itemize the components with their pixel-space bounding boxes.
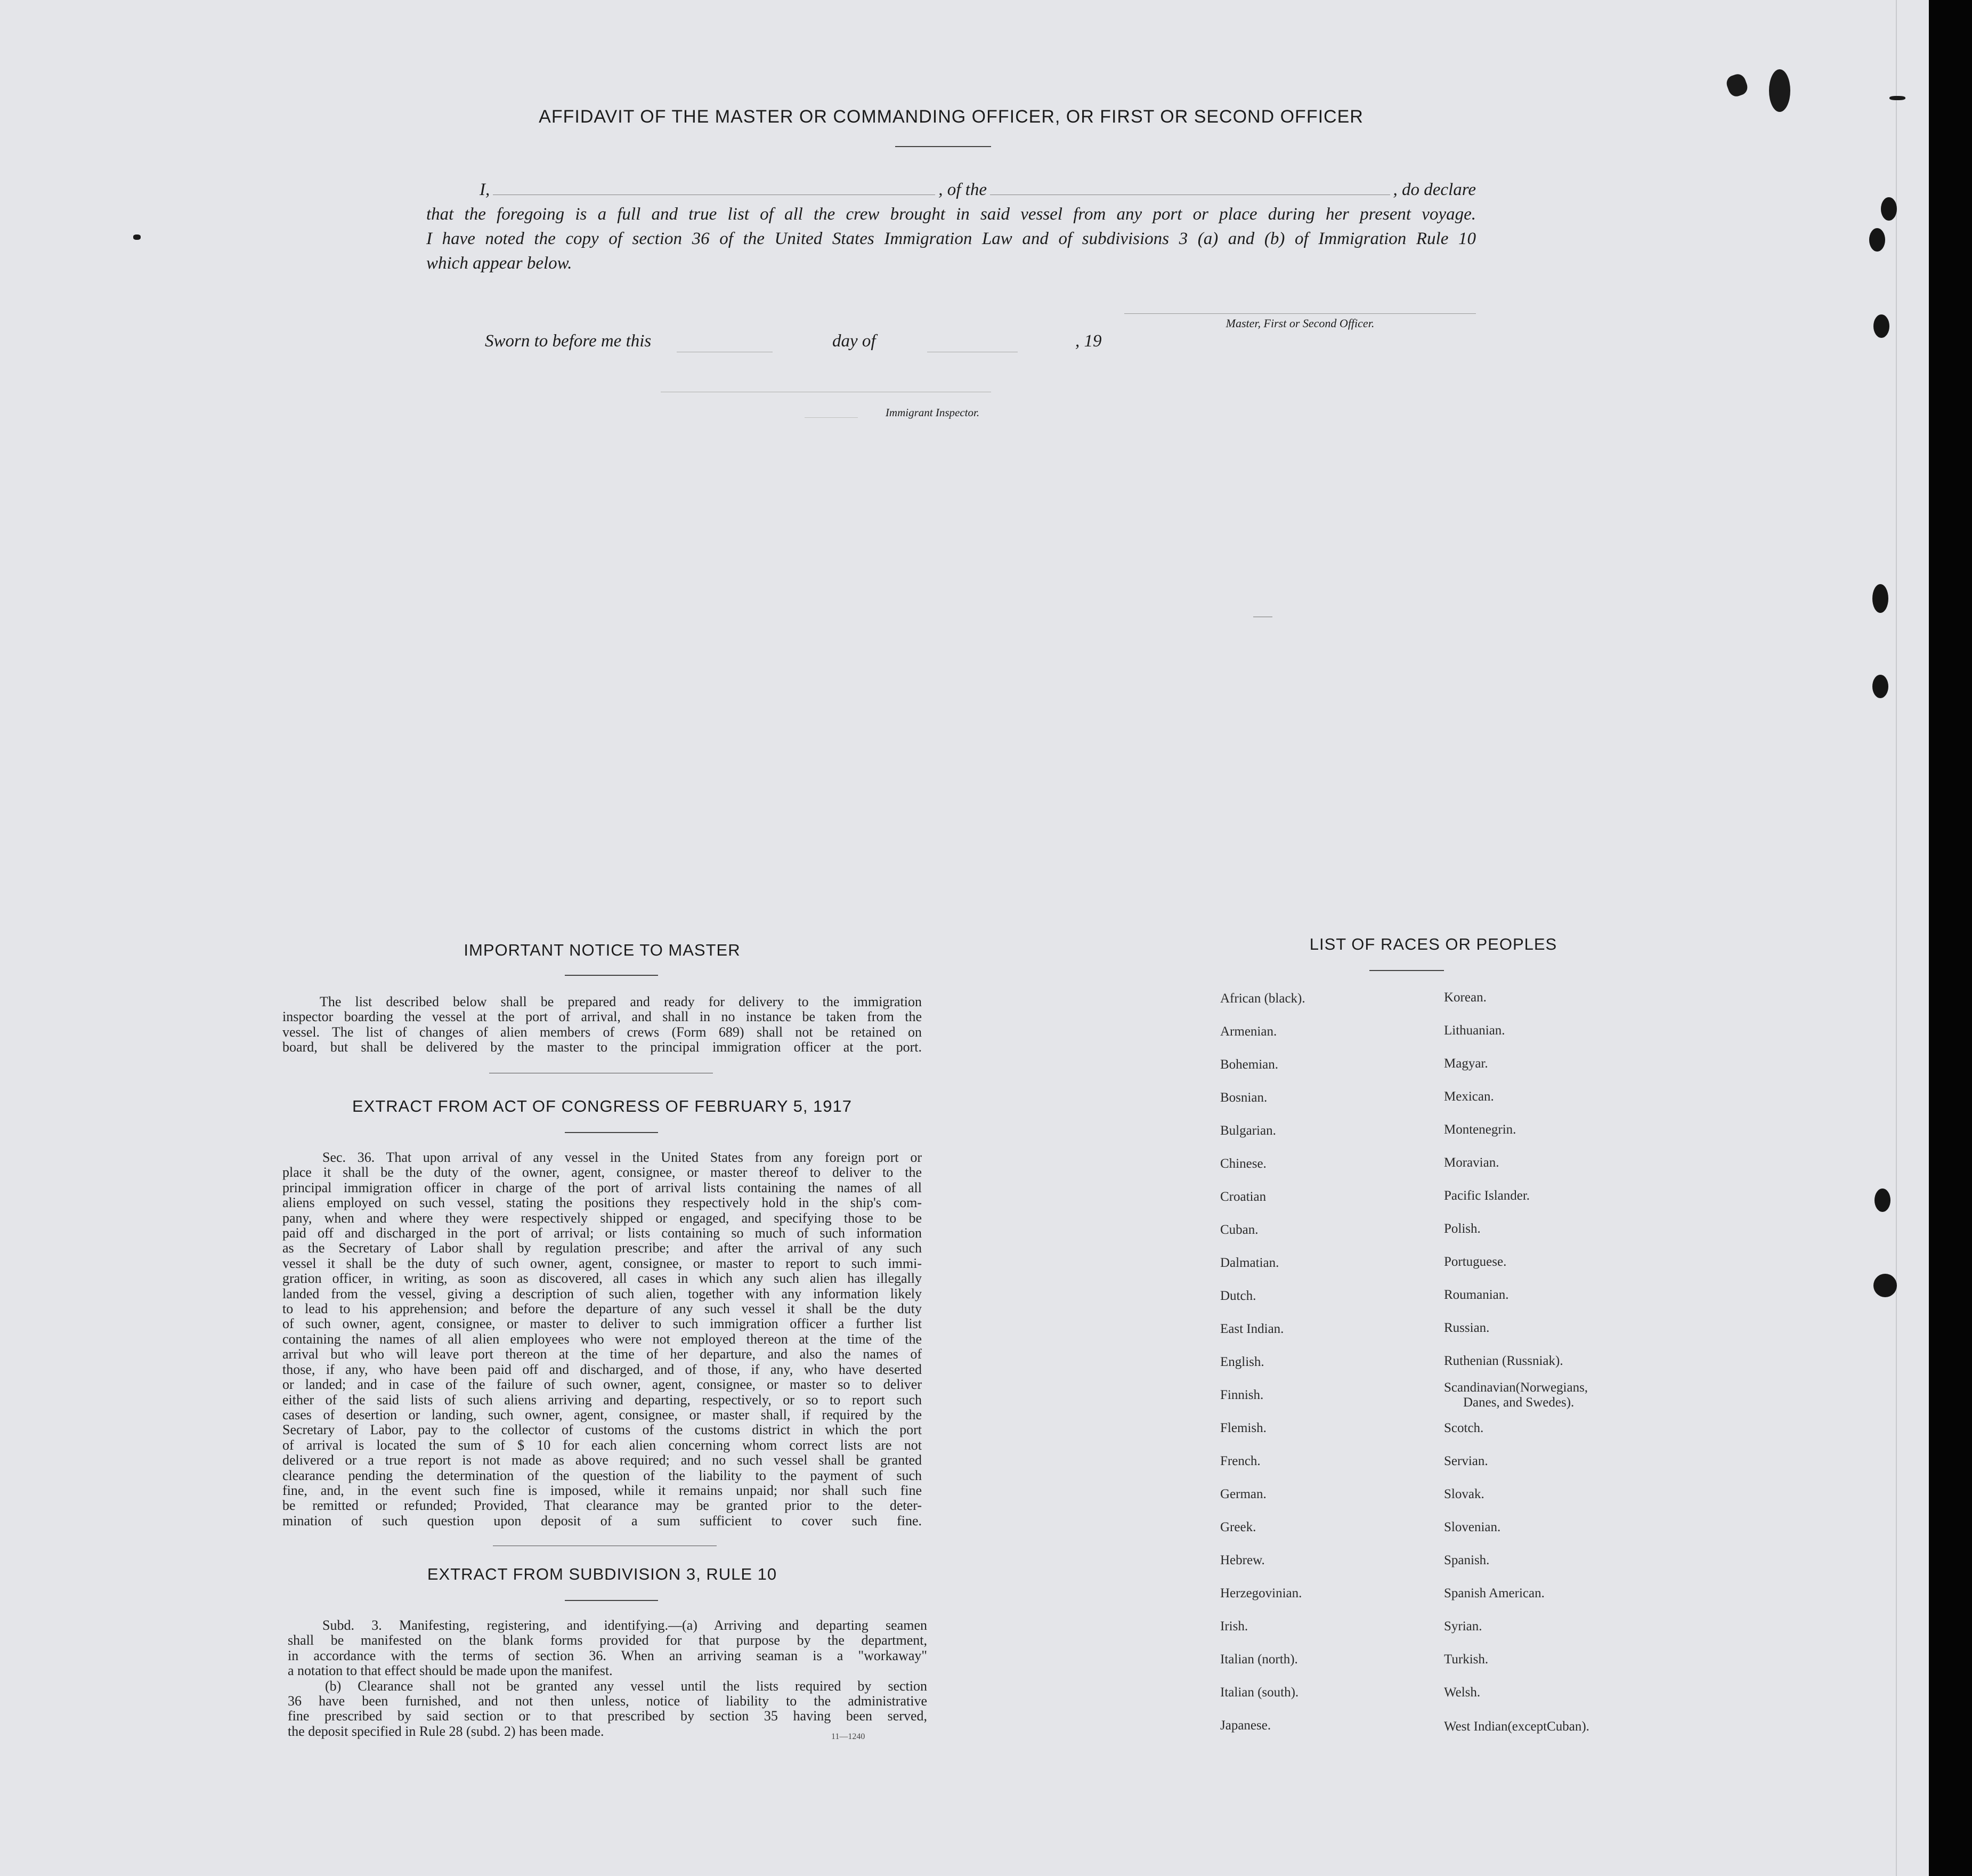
of-the-label: , of the [938,180,987,199]
declaration-line-2: that the foregoing is a full and true list of all the crew brought in said vessel from any port or place during her present voyage. [426,205,1476,224]
act-line: landed from the vessel, giving a description of such alien, together with any information likely [282,1285,922,1301]
notice-line: inspector boarding the vessel at the port of arrival, and shall in no instance be taken from the [282,1009,922,1025]
act-line: as the Secretary of Labor shall by regulation prescribe; and after the arrival of any such [282,1240,922,1256]
rule-line: the deposit specified in Rule 28 (subd. 2) has been made. [288,1723,604,1739]
rule-line: (b) Clearance shall not be granted any vessel until the lists required by section [325,1678,927,1694]
race-item: Polish. [1444,1222,1481,1236]
act-line: those, if any, who have been paid off and discharged, and of those, if any, who have deserted [282,1361,922,1377]
inspector-caption: Immigrant Inspector. [885,406,980,419]
inspector-signature-line-2 [805,417,858,418]
scan-mark [1724,72,1750,99]
race-item: Croatian [1220,1190,1267,1204]
notice-line: board, but shall be delivered by the master to the principal immigration officer at the port. [282,1039,922,1055]
act-line: of such owner, agent, consignee, or master to deliver to such immigration officer a further list [282,1316,922,1332]
race-item: German. [1220,1487,1267,1501]
race-item: Armenian. [1220,1024,1277,1039]
races-right-column [1444,990,1668,1752]
binding-hole [1873,1274,1897,1297]
race-item: English. [1220,1355,1264,1369]
race-item: Montenegrin. [1444,1122,1516,1137]
race-item: African (black). [1220,991,1305,1006]
race-item: Mexican. [1444,1089,1494,1104]
race-item: Finnish. [1220,1388,1264,1402]
act-line: either of the said lists of such aliens arriving and departing, respectively, or so to report such [282,1392,922,1408]
act-line: paid off and discharged in the port of arrival; or lists containing so much of such information [282,1225,922,1241]
race-item: Spanish American. [1444,1586,1545,1600]
race-item: Italian (north). [1220,1652,1298,1667]
notice-title-rule [565,975,658,976]
act-line: delivered or a true report is not made as above required; and no such vessel shall be granted [282,1452,922,1468]
race-item: Cuban. [1220,1223,1259,1237]
act-line: pany, when and where they were respectively shipped or engaged, and specifying those to be [282,1210,922,1226]
act-line: arrival but who will leave port thereon at the time of her departure, and also the names of [282,1346,922,1362]
race-item: Turkish. [1444,1652,1489,1667]
rule-line: shall be manifested on the blank forms provided for that purpose by the department, [288,1632,927,1648]
race-item: Portuguese. [1444,1255,1507,1269]
rule-extract-title: EXTRACT FROM SUBDIVISION 3, RULE 10 [427,1565,777,1583]
race-item: West Indian(exceptCuban). [1444,1719,1589,1734]
race-item: Flemish. [1220,1421,1267,1435]
rule-line: fine prescribed by said section or to that prescribed by section 35 having been served, [288,1708,927,1724]
sworn-label: Sworn to before me this [485,331,652,351]
notice-line: vessel. The list of changes of alien members of crews (Form 689) shall not be retained on [282,1024,922,1040]
rule-line: a notation to that effect should be made upon the manifest. [288,1663,613,1679]
act-line: fine, and, in the event such fine is imposed, while it remains unpaid; nor shall such fine [282,1482,922,1498]
act-line: clearance pending the determination of the question of the liability to the payment of such [282,1467,922,1483]
rule-line: Subd. 3. Manifesting, registering, and identifying.—(a) Arriving and departing seamen [322,1618,927,1633]
binding-hole [1869,228,1885,252]
race-item-continuation: Danes, and Swedes). [1463,1395,1575,1410]
form-number: 11—1240 [831,1732,865,1741]
act-line: mination of such question upon deposit of a sum sufficient to cover such fine. [282,1513,922,1529]
race-item: Korean. [1444,990,1487,1005]
act-line: principal immigration officer in charge of the port of arrival lists containing the names of all [282,1179,922,1195]
race-item: Scotch. [1444,1421,1484,1435]
act-line: aliens employed on such vessel, stating the positions they respectively hold in the ship's com- [282,1195,922,1211]
race-item: Ruthenian (Russniak). [1444,1354,1563,1368]
race-item: Chinese. [1220,1157,1267,1171]
races-title-rule [1369,970,1444,971]
affidavit-title-rule [895,146,991,147]
races-title: LIST OF RACES OR PEOPLES [1309,935,1557,953]
scanner-border [1929,0,1972,1876]
year-label: , 19 [1075,331,1102,351]
i-label: I, [480,180,490,199]
race-item: Italian (south). [1220,1685,1299,1700]
do-declare-label: , do declare [1393,180,1476,199]
act-line: gration officer, in writing, as soon as discovered, all cases in which any such alien has illegally [282,1271,922,1287]
act-extract-title: EXTRACT FROM ACT OF CONGRESS OF FEBRUARY 5, 1917 [352,1097,853,1115]
declaration-line-3: I have noted the copy of section 36 of the United States Immigration Law and of subdivisions 3 (a) and (b) of Immigration Rule 10 [426,229,1476,248]
scan-mark [1769,69,1790,112]
race-item: Scandinavian(Norwegians, [1444,1380,1588,1395]
scan-mark [1889,96,1905,100]
rule-extract-body [288,1618,927,1739]
race-item: Greek. [1220,1520,1256,1534]
race-item: Dutch. [1220,1289,1256,1303]
notice-body [282,994,922,1055]
affidavit-title: AFFIDAVIT OF THE MASTER OR COMMANDING OFFICER, OR FIRST OR SECOND OFFICER [539,107,1364,127]
act-line: place it shall be the duty of the owner, agent, consignee, or master thereof to deliver to the [282,1165,922,1180]
act-line: cases of desertion or landing, such owner, agent, consignee, or master shall, if required by the [282,1406,922,1422]
race-item: Slovak. [1444,1487,1484,1501]
affidavit-declaration [426,177,1476,276]
page-edge-line [1896,0,1897,1876]
act-line: of arrival is located the sum of $ 10 for each alien concerning whom correct lists are not [282,1437,922,1453]
notice-title: IMPORTANT NOTICE TO MASTER [464,941,741,959]
race-item: Servian. [1444,1454,1488,1468]
race-item: Syrian. [1444,1619,1482,1634]
act-extract-title-rule [565,1132,658,1133]
race-item: Herzegovinian. [1220,1586,1302,1600]
race-item: Lithuanian. [1444,1023,1505,1038]
race-item: Bulgarian. [1220,1123,1276,1138]
rule-line: 36 have been furnished, and not then unless, notice of liability to the administrative [288,1693,927,1709]
act-line: Sec. 36. That upon arrival of any vessel in the United States from any foreign port or [322,1150,922,1165]
race-item: French. [1220,1454,1261,1468]
race-item: Bohemian. [1220,1057,1279,1072]
binding-hole [1872,584,1888,613]
act-line: be remitted or refunded; Provided, That clearance may be granted prior to the deter- [282,1498,922,1514]
race-item: Roumanian. [1444,1288,1509,1302]
rule-line: in accordance with the terms of section 36. When an arriving seaman is a "workaway" [288,1647,927,1663]
race-item: Dalmatian. [1220,1256,1279,1270]
race-item: Bosnian. [1220,1090,1268,1105]
race-item: Moravian. [1444,1155,1499,1170]
race-item: Japanese. [1220,1718,1271,1733]
master-signature-line [1124,313,1476,314]
scan-mark [133,234,141,240]
act-line: containing the names of all alien employees who were not employed thereon at the time of the [282,1331,922,1347]
master-signature-caption: Master, First or Second Officer. [1226,317,1375,330]
act-line: or landed; and in case of the failure of such owner, agent, consignee, or master so to deliver [282,1377,922,1393]
binding-hole [1872,675,1888,698]
notice-line: The list described below shall be prepared and ready for delivery to the immigration [320,994,922,1009]
act-extract-body [282,1150,922,1529]
race-item: Magyar. [1444,1056,1488,1071]
race-item: Russian. [1444,1321,1490,1335]
act-line: Secretary of Labor, pay to the collector of customs of the customs district in which the port [282,1422,922,1438]
sworn-line [485,331,1124,355]
day-of-label: day of [832,331,876,351]
race-item: Welsh. [1444,1685,1481,1700]
declaration-line-1 [426,177,1476,202]
binding-hole [1874,1188,1890,1212]
binding-hole [1873,314,1889,338]
race-item: Hebrew. [1220,1553,1265,1567]
binding-hole [1881,197,1897,221]
race-item: Slovenian. [1444,1520,1501,1534]
rule-extract-title-rule [565,1600,658,1601]
race-item: Spanish. [1444,1553,1490,1567]
declaration-line-4: which appear below. [426,254,572,273]
races-left-column [1220,991,1433,1748]
act-line: vessel it shall be the duty of such owner, agent, consignee, or master to report to such immi- [282,1255,922,1271]
race-item: East Indian. [1220,1322,1284,1336]
race-item: Irish. [1220,1619,1248,1634]
act-line: to lead to his apprehension; and before the departure of any such vessel it shall be the duty [282,1301,922,1317]
race-item: Pacific Islander. [1444,1188,1530,1203]
